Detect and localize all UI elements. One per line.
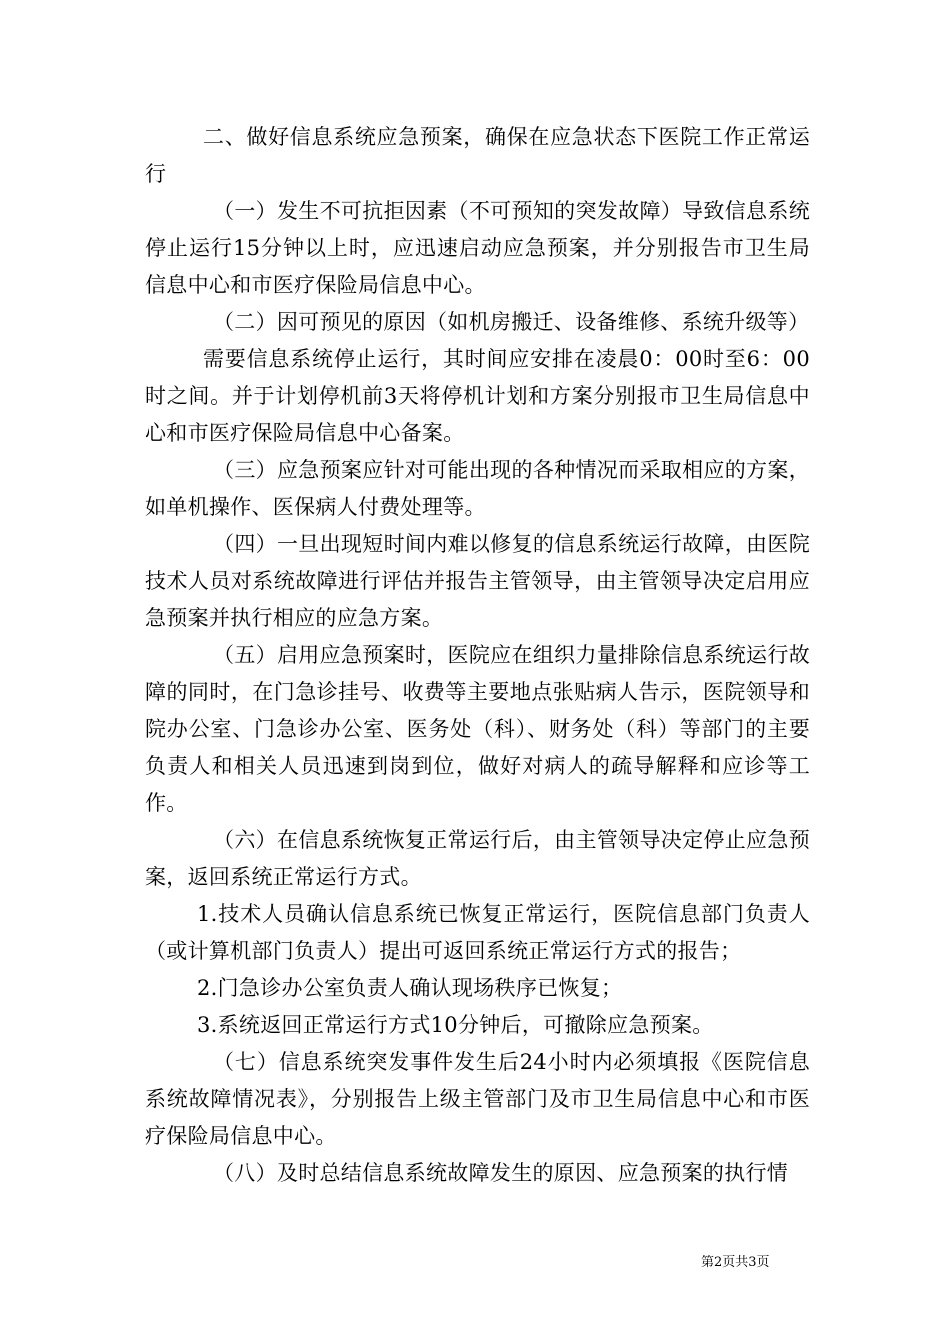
paragraph-4: （三）应急预案应针对可能出现的各种情况而采取相应的方案，如单机操作、医保病人付费处理等。 [145,458,810,519]
list-item-2: 2.门急诊办公室负责人确认现场秩序已恢复； [197,976,623,1000]
paragraph-7: （六）在信息系统恢复正常运行后，由主管领导决定停止应急预案，返回系统正常运行方式。 [145,828,810,889]
paragraph-6: （五）启用应急预案时，医院应在组织力量排除信息系统运行故障的同时，在门急诊挂号、收费等主要地点张贴病人告示，医院领导和院办公室、门急诊办公室、医务处（科）、财务处（科）等部门的主要负责人和相关人员迅速到岗到位，做好对病人的疏导解释和应诊等工作。 [145,643,810,815]
paragraph-1: （一）发生不可抗拒因素（不可预知的突发故障）导致信息系统停止运行15分钟以上时，应迅速启动应急预案，并分别报告市卫生局信息中心和市医疗保险局信息中心。 [145,199,810,297]
page-number-footer: 第2页共3页 [701,1255,770,1270]
paragraph-8: （七）信息系统突发事件发生后24小时内必须填报《医院信息系统故障情况表》，分别报告上级主管部门及市卫生局信息中心和市医疗保险局信息中心。 [145,1050,810,1148]
section-heading-paragraph: 二、做好信息系统应急预案，确保在应急状态下医院工作正常运行 [145,125,810,186]
paragraph-5: （四）一旦出现短时间内难以修复的信息系统运行故障，由医院技术人员对系统故障进行评估并报告主管领导，由主管领导决定启用应急预案并执行相应的应急方案。 [145,532,810,630]
list-item-1: 1.技术人员确认信息系统已恢复正常运行，医院信息部门负责人（或计算机部门负责人）提出可返回系统正常运行方式的报告； [145,902,810,963]
paragraph-2: （二）因可预见的原因（如机房搬迁、设备维修、系统升级等） [213,310,810,334]
list-item-3: 3.系统返回正常运行方式10分钟后，可撤除应急预案。 [197,1013,714,1037]
document-body [145,119,810,1192]
paragraph-3: 需要信息系统停止运行，其时间应安排在凌晨0：00时至6：00时之间。并于计划停机前3天将停机计划和方案分别报市卫生局信息中心和市医疗保险局信息中心备案。 [145,347,810,445]
paragraph-9: （八）及时总结信息系统故障发生的原因、应急预案的执行情 [213,1161,789,1185]
